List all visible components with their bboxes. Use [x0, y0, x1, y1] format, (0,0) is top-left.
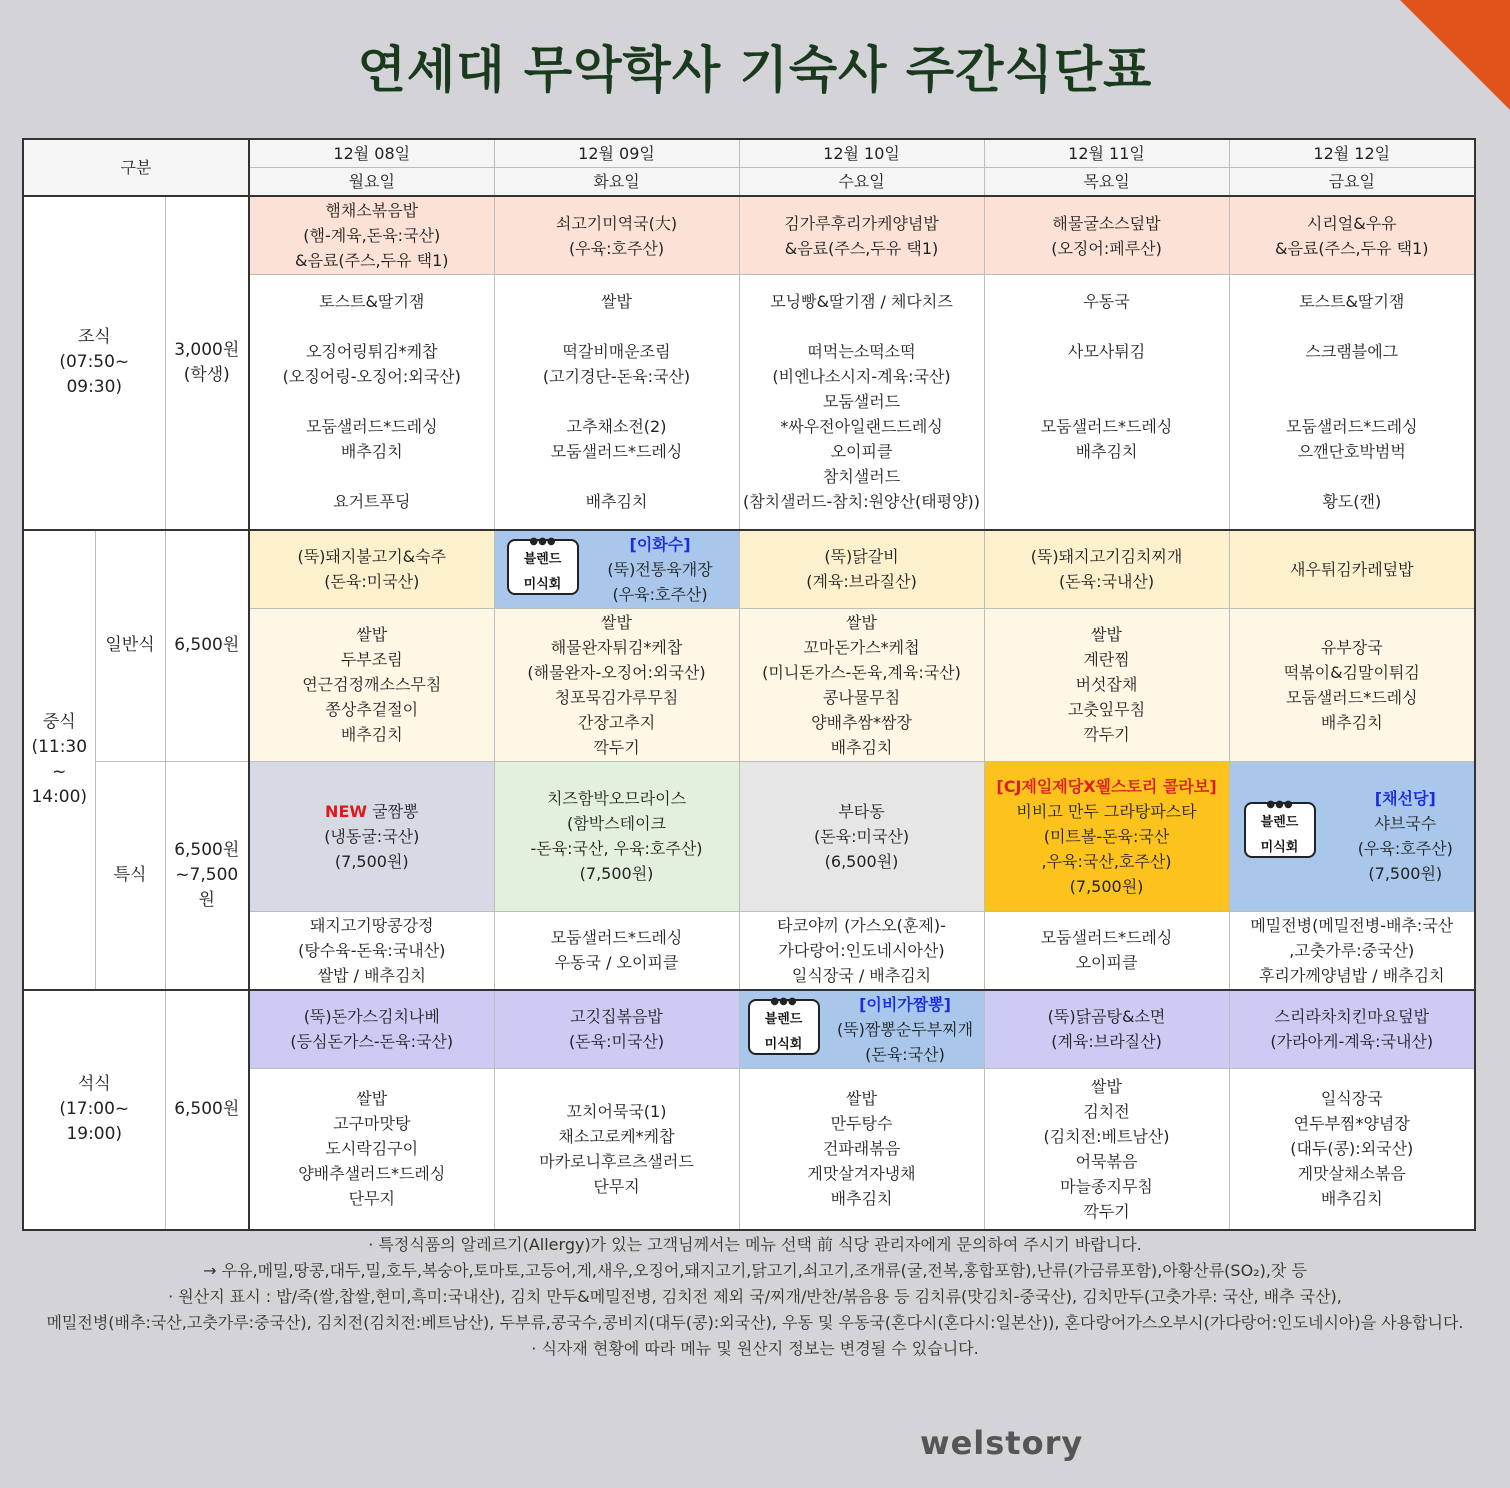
lunch-special-sides-fri	[1229, 911, 1475, 990]
menu-line: (우육:호주산)	[612, 584, 708, 604]
menu-line: 쌀밥	[846, 612, 877, 632]
menu-line	[988, 389, 1226, 414]
lunch-general-sides-fri	[1229, 608, 1475, 761]
dinner-main-tue	[494, 990, 739, 1069]
menu-line	[988, 489, 1226, 514]
menu-line: 부타동	[838, 801, 885, 821]
menu-line: 김가루후리가케양념밥	[784, 213, 939, 233]
menu-line: 배추김치	[1075, 442, 1138, 462]
menu-line: 으깬단호박범벅	[1297, 442, 1406, 462]
menu-line: &음료(주스,두유 택1)	[295, 251, 449, 270]
menu-line: (돈육:미국산)	[813, 826, 910, 846]
menu-line: (고기경단-돈육:국산)	[542, 367, 691, 387]
menu-line: (우육:호주산)	[1357, 839, 1453, 858]
lunch-general-sides-mon	[249, 608, 494, 761]
menu-line: [이화수]	[629, 534, 691, 554]
menu-line: 가다랑어:인도네시아산)	[778, 940, 945, 960]
menu-line	[498, 389, 736, 414]
menu-line: 꼬치어묵국(1)	[566, 1101, 667, 1121]
menu-line: (가라아게-계육:국내산)	[1270, 1032, 1434, 1051]
menu-line: 고추채소전(2)	[566, 417, 667, 437]
menu-line: (미트볼-돈육:국산	[1043, 826, 1170, 846]
menu-line: (오징어:페루산)	[1051, 238, 1162, 258]
blend-gourmet-badge-icon: ●●● 블렌드 미식회	[507, 539, 579, 595]
lunch-special-main-thu	[984, 761, 1229, 911]
menu-line: 돼지고기땅콩강정	[309, 915, 434, 935]
menu-line: 햄채소볶음밥	[325, 201, 419, 220]
note-origin-2: 메밀전병(배추:국산,고춧가루:중국산), 김치전(김치전:베트남산), 두부류,콩국수,콩비지(대두(콩):외국산), 우동 및 우동국(혼다시(혼다시:일본산)), 혼다랑어가스오부시(가다랑어:인도네시아)을 사용합니다.	[46, 1313, 1464, 1332]
menu-line: 단무지	[593, 1176, 640, 1196]
dinner-label: 석식 (17:00~ 19:00)	[23, 990, 165, 1231]
breakfast-main-wed	[739, 196, 984, 275]
lunch-special-label: 특식	[95, 761, 165, 990]
menu-line: 오이피클	[830, 442, 893, 462]
lunch-general-main-fri	[1229, 530, 1475, 609]
menu-line: 일식장국 / 배추김치	[791, 965, 932, 985]
menu-line: 쌀밥	[1091, 625, 1122, 644]
menu-line: 김치전	[1083, 1101, 1130, 1121]
menu-line: 연근검정깨소스무침	[302, 675, 442, 694]
new-badge: NEW	[325, 801, 368, 821]
menu-line: 양배추쌈*쌈장	[811, 712, 912, 732]
menu-line: (미니돈가스-돈육,계육:국산)	[762, 662, 961, 682]
lunch-general-main-thu	[984, 530, 1229, 609]
menu-line	[988, 364, 1226, 389]
menu-line: (등심돈가스-돈육:국산)	[290, 1032, 454, 1051]
menu-line: 치즈함박오므라이스	[546, 789, 687, 808]
menu-line	[1233, 389, 1472, 414]
menu-line: 쇠고기미역국(大)	[555, 213, 678, 233]
menu-line: (오징어링-오징어:외국산)	[282, 367, 461, 387]
lunch-general-main-wed	[739, 530, 984, 609]
menu-line: ,고춧가루:중국산)	[1289, 940, 1415, 960]
menu-line: 배추김치	[1320, 712, 1383, 732]
dinner-price: 6,500원	[165, 990, 249, 1231]
menu-line: 쌀밥	[356, 1089, 388, 1109]
menu-line: (함박스테이크	[567, 814, 666, 833]
menu-line: (계육:브라질산)	[806, 572, 917, 591]
date-thu: 12월 11일	[984, 139, 1229, 168]
dinner-sides-thu	[984, 1068, 1229, 1230]
blend-gourmet-badge-icon: ●●● 블렌드 미식회	[1244, 802, 1316, 858]
dinner-sides-mon	[249, 1068, 494, 1230]
menu-line: [채선당]	[1374, 789, 1436, 808]
menu-line: ,우육:국산,호주산)	[1041, 851, 1172, 871]
menu-line: 모둠샐러드*드레싱	[1040, 928, 1173, 947]
lunch-general-sides-tue	[494, 608, 739, 761]
dinner-sides-tue	[494, 1068, 739, 1230]
menu-line: 스리라차치킨마요덮밥	[1274, 1007, 1430, 1026]
menu-line: 배추김치	[585, 492, 648, 512]
lunch-special-main-wed	[739, 761, 984, 911]
menu-line: 떠먹는소떡소떡	[807, 342, 916, 362]
menu-line: (뚝)돼지고기김치찌개	[1030, 547, 1183, 566]
menu-line: (뚝)닭갈비	[824, 547, 899, 566]
menu-line: 배추김치	[340, 725, 403, 744]
blend-gourmet-badge-icon: ●●● 블렌드 미식회	[748, 999, 820, 1055]
menu-line: 고깃집볶음밥	[570, 1007, 663, 1026]
menu-line: 고춧잎무침	[1067, 700, 1146, 719]
menu-line	[988, 464, 1226, 489]
menu-line: 양배추샐러드*드레싱	[298, 1164, 446, 1184]
menu-line: 쌀밥	[356, 625, 388, 644]
menu-line: 토스트&딸기잼	[1299, 292, 1405, 312]
menu-line: (뚝)닭곰탕&소면	[1047, 1007, 1166, 1026]
menu-line: 배추김치	[1320, 1189, 1383, 1209]
menu-line	[988, 314, 1226, 339]
menu-line: 마늘종지무침	[1060, 1176, 1153, 1196]
menu-line: 떡갈비매운조림	[562, 342, 671, 362]
breakfast-sides-tue	[494, 275, 739, 530]
menu-line: 쫑상추겉절이	[325, 700, 419, 719]
dinner-main-thu	[984, 990, 1229, 1069]
breakfast-sides-mon	[249, 275, 494, 530]
menu-line: (뚝)돈가스김치나베	[303, 1007, 440, 1026]
menu-line: 콩나물무침	[822, 687, 901, 707]
menu-line	[498, 464, 736, 489]
menu-line: -돈육:국산, 우육:호주산)	[530, 839, 703, 858]
menu-line	[1233, 464, 1472, 489]
menu-line: 깍두기	[593, 737, 640, 757]
menu-line: &음료(주스,두유 택1)	[1275, 238, 1429, 258]
menu-line: (탕수육-돈육:국내산)	[298, 940, 446, 960]
menu-line: 일식장국	[1320, 1089, 1383, 1109]
menu-line: 메밀전병(메밀전병-배추:국산	[1250, 915, 1454, 935]
menu-line: 계란찜	[1083, 650, 1130, 669]
menu-line: (계육:브라질산)	[1051, 1032, 1162, 1051]
menu-table	[22, 138, 1476, 1221]
menu-line: 오이피클	[1075, 953, 1138, 972]
date-mon: 12월 08일	[249, 139, 494, 168]
lunch-general-sides-wed	[739, 608, 984, 761]
menu-line: 버섯잡채	[1075, 675, 1138, 694]
lunch-special-price: 6,500원 ~7,500원	[165, 761, 249, 990]
lunch-special-sides-mon	[249, 911, 494, 990]
dinner-main-wed	[739, 990, 984, 1069]
menu-line: 모닝빵&딸기잼 / 체다치즈	[770, 292, 953, 312]
menu-line: 깍두기	[1083, 725, 1130, 744]
menu-line: 요거트푸딩	[333, 492, 411, 512]
menu-line: (대두(콩):외국산)	[1290, 1139, 1414, 1159]
menu-line: 황도(캔)	[1322, 492, 1382, 512]
weekday-thu: 목요일	[984, 168, 1229, 197]
menu-line: 유부장국	[1320, 637, 1383, 657]
menu-line: (돈육:미국산)	[324, 572, 420, 591]
dinner-sides-wed	[739, 1068, 984, 1230]
menu-line: *싸우전아일랜드드레싱	[780, 417, 943, 437]
menu-line: 참치샐러드	[822, 467, 901, 487]
menu-line: 모둠샐러드*드레싱	[550, 928, 683, 947]
menu-line: 배추김치	[340, 442, 403, 462]
menu-line: 배추김치	[830, 1189, 893, 1209]
menu-line: (6,500원)	[824, 851, 899, 871]
menu-line: 게맛살겨자냉채	[807, 1164, 916, 1184]
menu-line	[253, 389, 491, 414]
lunch-general-price: 6,500원	[165, 530, 249, 762]
menu-line: 도시락김구이	[325, 1139, 419, 1159]
weekday-tue: 화요일	[494, 168, 739, 197]
lunch-general-main-mon	[249, 530, 494, 609]
dinner-sides-fri	[1229, 1068, 1475, 1230]
menu-line: (뚝)돼지불고기&숙주	[297, 547, 447, 566]
breakfast-sides-thu	[984, 275, 1229, 530]
menu-line: 비비고 만두 그라탕파스타	[1016, 801, 1197, 821]
note-allergy: · 특정식품의 알레르기(Allergy)가 있는 고객님께서는 메뉴 선택 前 식당 관리자에게 문의하여 주시기 바랍니다.	[368, 1235, 1142, 1254]
breakfast-main-thu	[984, 196, 1229, 275]
menu-line	[1233, 364, 1472, 389]
page-title: 연세대 무악학사 기숙사 주간식단표	[357, 41, 1153, 99]
menu-line: 후리가께양념밥 / 배추김치	[1258, 965, 1445, 985]
menu-line: 타코야끼 (가스오(훈제)-	[777, 915, 946, 935]
menu-line: 배추김치	[830, 737, 893, 757]
weekday-fri: 금요일	[1229, 168, 1475, 197]
menu-line: 모둠샐러드*드레싱	[1040, 417, 1173, 437]
menu-line: 해물완자튀김*케찹	[550, 637, 683, 657]
menu-line	[743, 314, 981, 339]
menu-line: (햄-계육,돈육:국산)	[303, 226, 441, 245]
menu-line: (비엔나소시지-계육:국산)	[772, 367, 951, 387]
menu-line: (돈육:국산)	[865, 1044, 945, 1064]
menu-line: (뚝)짬뽕순두부찌개	[836, 1019, 974, 1039]
menu-line: 건파래볶음	[822, 1139, 901, 1159]
menu-line: (해물완자-오징어:외국산)	[527, 662, 706, 682]
menu-line: 모둠샐러드	[822, 392, 901, 412]
menu-line: [이비가짬뽕]	[859, 994, 951, 1014]
lunch-special-main-fri	[1229, 761, 1475, 911]
menu-line: 샤브국수	[1374, 814, 1437, 833]
note-allergens: → 우유,메밀,땅콩,대두,밀,호두,복숭아,토마토,고등어,게,새우,오징어,돼지고기,닭고기,쇠고기,조개류(굴,전복,홍합포함),난류(가금류포함),아황산류(SO₂),잣 등	[203, 1261, 1307, 1280]
menu-line: 모둠샐러드*드레싱	[1285, 417, 1418, 437]
lunch-general-sides-thu	[984, 608, 1229, 761]
menu-line: (참치샐러드-참치:원양산(태평양))	[742, 492, 981, 512]
breakfast-main-mon	[249, 196, 494, 275]
menu-line: (돈육:미국산)	[568, 1032, 665, 1051]
lunch-special-main-mon	[249, 761, 494, 911]
menu-line: 해물굴소스덮밥	[1052, 213, 1161, 233]
menu-line: 만두탕수	[830, 1114, 893, 1134]
menu-line: 우동국 / 오이피클	[554, 953, 679, 972]
dinner-main-fri	[1229, 990, 1475, 1069]
menu-line: 쌀밥	[601, 612, 632, 632]
menu-line	[253, 464, 491, 489]
menu-line: 모둠샐러드*드레싱	[305, 417, 438, 437]
category-header: 구분	[23, 139, 249, 196]
menu-line: 두부조림	[340, 650, 403, 669]
menu-line: NEW 굴짬뽕	[325, 801, 419, 821]
menu-line: 단무지	[348, 1189, 395, 1209]
menu-line: (7,500원)	[334, 851, 409, 871]
menu-line: 간장고추지	[577, 712, 656, 732]
menu-line: 모둠샐러드*드레싱	[550, 442, 683, 462]
weekday-mon: 월요일	[249, 168, 494, 197]
menu-line: (7,500원)	[1069, 876, 1144, 896]
menu-line: (뚝)전통육개장	[607, 559, 713, 579]
breakfast-main-tue	[494, 196, 739, 275]
menu-line: (우육:호주산)	[568, 238, 665, 258]
menu-line: 사모사튀김	[1067, 342, 1146, 362]
menu-line: 꼬마돈가스*케첩	[803, 637, 920, 657]
menu-line: 토스트&딸기잼	[319, 292, 425, 312]
date-fri: 12월 12일	[1229, 139, 1475, 168]
menu-line	[498, 314, 736, 339]
menu-line: 마카로니후르츠샐러드	[539, 1151, 694, 1171]
menu-line: &음료(주스,두유 택1)	[784, 238, 939, 258]
breakfast-main-fri	[1229, 196, 1475, 275]
notes	[40, 1232, 1470, 1362]
menu-line: (7,500원)	[1368, 864, 1443, 883]
menu-line: 쌀밥	[601, 292, 632, 312]
note-origin-1: · 원산지 표시 : 밥/죽(쌀,찹쌀,현미,흑미:국내산), 김치 만두&메밀전병, 김치전 제외 국/찌개/반찬/볶음용 등 김치류(맛김치-중국산), 김치만두(고춧가루: 국산, 배추 국산),	[168, 1287, 1342, 1306]
menu-line: 쌀밥	[846, 1089, 877, 1109]
menu-line: 새우튀김카레덮밥	[1289, 559, 1414, 579]
menu-line: 시리얼&우유	[1306, 213, 1397, 233]
date-wed: 12월 10일	[739, 139, 984, 168]
menu-line: 채소고로케*케찹	[558, 1126, 675, 1146]
menu-line: (김치전:베트남산)	[1043, 1126, 1170, 1146]
lunch-general-label: 일반식	[95, 530, 165, 762]
lunch-special-sides-wed	[739, 911, 984, 990]
menu-line: 게맛살채소볶음	[1297, 1164, 1406, 1184]
note-change: · 식자재 현황에 따라 메뉴 및 원산지 정보는 변경될 수 있습니다.	[531, 1339, 979, 1358]
menu-line: 떡볶이&김말이튀김	[1283, 662, 1420, 682]
menu-line: 스크램블에그	[1305, 342, 1399, 362]
collab-tag: [CJ제일제당X웰스토리 콜라보]	[996, 776, 1217, 796]
welstory-logo: welstory	[920, 1424, 1084, 1462]
dinner-main-mon	[249, 990, 494, 1069]
lunch-label: 중식 (11:30 ~ 14:00)	[23, 530, 95, 990]
menu-line: 쌀밥 / 배추김치	[317, 965, 426, 985]
menu-line: 쌀밥	[1091, 1076, 1122, 1096]
menu-line: 오징어링튀김*케찹	[305, 342, 438, 362]
menu-line: (냉동굴:국산)	[324, 826, 420, 846]
menu-line: 연두부찜*양념장	[1293, 1114, 1410, 1134]
lunch-special-sides-tue	[494, 911, 739, 990]
menu-line: (7,500원)	[579, 864, 654, 883]
menu-line: 고구마맛탕	[333, 1114, 411, 1134]
lunch-special-sides-thu	[984, 911, 1229, 990]
menu-line: 청포묵김가루무침	[554, 687, 679, 707]
menu-line: 어묵볶음	[1075, 1151, 1138, 1171]
menu-line	[1233, 314, 1472, 339]
breakfast-price: 3,000원 (학생)	[165, 196, 249, 530]
lunch-special-main-tue	[494, 761, 739, 911]
weekday-wed: 수요일	[739, 168, 984, 197]
menu-line: (돈육:국내산)	[1058, 572, 1155, 591]
breakfast-sides-wed	[739, 275, 984, 530]
breakfast-sides-fri	[1229, 275, 1475, 530]
menu-line: 우동국	[1083, 292, 1130, 312]
date-tue: 12월 09일	[494, 139, 739, 168]
menu-line: 깍두기	[1083, 1201, 1130, 1221]
menu-line: 모둠샐러드*드레싱	[1285, 687, 1418, 707]
menu-line	[253, 314, 491, 339]
lunch-general-main-tue	[494, 530, 739, 609]
breakfast-label: 조식 (07:50~ 09:30)	[23, 196, 165, 530]
